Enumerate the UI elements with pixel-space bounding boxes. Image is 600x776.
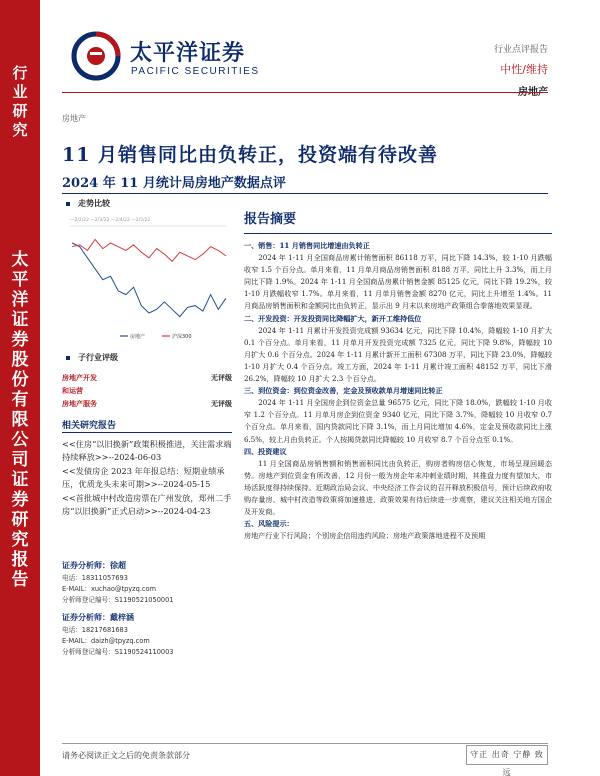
- analyst-email[interactable]: E-MAIL：xuchao@tpyzq.com: [62, 585, 157, 593]
- brand-name-cn: 太平洋证券: [130, 41, 246, 66]
- section-text-sales: 2024 年 1-11 月全国商品房累计销售面积 86118 万平，同比下降 14.3%，较 1-10 月跌幅收窄 1.5 个百分点。单月来看，11 月单月商品房销售面积 8188 万平，同比上升 3.3%，而上月同比下降 1.9%。2024 年 1-11 月全国商品房累计销售金额 85125 亿元，同比下降 19.2%，较 1-10 月跌幅收窄 1.7%。单月来看，11 月单月销售金额 8270 亿元，同比上升增至 1.4%。11 月商品房销售面积和金额同比由负转正，显示出 9 月末以来房地产政策组合拳落地效果显现。: [244, 253, 552, 311]
- section-heading-investment: 二、开发投资：开发投资同比降幅扩大，新开工维持低位: [244, 313, 422, 323]
- section-heading-funding: 三、到位资金：到位资金改善，定金及预收款单月增速同比转正: [244, 386, 443, 396]
- report-meta: [494, 42, 548, 98]
- legend-item-real-estate: 房地产: [130, 334, 146, 340]
- footer-disclaimer: 请务必阅读正文之后的免责条款部分: [62, 751, 190, 760]
- ratings-heading: [62, 352, 232, 363]
- chart-legend: [120, 333, 192, 340]
- rating-row-value: 无评级: [211, 400, 232, 408]
- report-subtitle: 2024 年 11 月统计局房地产数据点评: [62, 176, 286, 191]
- section-heading-sales: 一、销售：11 月销售同比增速由负转正: [244, 241, 370, 250]
- related-report-link[interactable]: <<首批城中村改造房票在广州发放，郑州二手房“以旧换新”正式启动>>--2024-04-23: [62, 493, 232, 516]
- rating-row: [62, 399, 232, 412]
- left-sidebar: [0, 0, 40, 776]
- rating-row-name: 和运营: [62, 387, 83, 395]
- trend-heading: [62, 198, 232, 209]
- report-title: 11 月销售同比由负转正，投资端有待改善: [62, 144, 439, 166]
- related-research-list: [62, 438, 234, 519]
- summary-divider: [244, 233, 552, 234]
- rating-row: [62, 386, 232, 399]
- rating-row-name: 房地产开发: [62, 374, 97, 382]
- report-summary: [244, 208, 552, 542]
- related-report-link[interactable]: <<发债房企 2023 年年报总结：短期业绩承压，优质龙头未来可期>>--2024-05-15: [62, 466, 225, 489]
- series-line-1: [72, 239, 226, 261]
- analyst-cert: 分析师登记编号：S1190524110003: [62, 648, 174, 656]
- footer-divider: [62, 743, 548, 744]
- rating-row-value: 无评级: [211, 374, 232, 382]
- industry-name: [494, 83, 548, 98]
- analyst-card: [62, 560, 234, 606]
- title-divider: [62, 193, 548, 194]
- trend-heading-text: 走势比较: [78, 199, 110, 208]
- analyst-name: 证券分析师：徐超: [62, 561, 126, 570]
- section-heading-advice: 四、投资建议: [244, 446, 287, 456]
- chart-top-ticks: —2/2/22 —2/3/22 —2/4/22 —2/5/22: [70, 218, 151, 223]
- bullet-square-icon: [66, 356, 70, 360]
- rating-row: [62, 373, 232, 386]
- analyst-phone: 电话：18217681683: [62, 626, 128, 634]
- bullet-square-icon: [66, 202, 70, 206]
- report-type: 行业点评报告: [493, 45, 548, 55]
- trend-chart-svg: [62, 212, 232, 344]
- industry-rating: 中性/维持: [500, 63, 548, 76]
- footer-motto: 守正 出奇 宁静 致远: [466, 745, 548, 765]
- trend-chart: [62, 212, 232, 344]
- related-divider: [62, 432, 232, 433]
- sidebar-bottom-label: 太 平 洋 证 券 股 份 有 限 公 司 证 券 研 究 报 告: [11, 250, 29, 590]
- section-text-risk: 房地产行业下行风险；个别房企信用违约风险；房地产政策落地进程不及预期: [244, 531, 486, 541]
- analyst-name: 证券分析师：戴梓涵: [62, 613, 134, 622]
- rating-row-name: 房地产服务: [62, 400, 97, 408]
- header-divider: [62, 92, 548, 93]
- analyst-info: [62, 560, 234, 664]
- ratings-table: [62, 373, 232, 412]
- report-category: 房地产: [62, 114, 86, 123]
- section-text-advice: 11 月全国商品房销售额和销售面积同比由负转正，购房者购房信心恢复，市场呈现回暖态势。房地产到位资金有所改善，12 月份一般为房企年末冲刺业绩时期，其推盘力度有望加大，市场活跃度得持续保持。近期政治局会议、中央经济工作会议的召开释放积极信号，预计后续政府收购存量房、城中村改造等政策将加速推进，政策效果有待后续进一步观察，建议关注相关地方国企及开发商。: [244, 458, 552, 517]
- analyst-phone: 电话：18311057693: [62, 574, 128, 582]
- analyst-cert: 分析师登记编号：S1190521050001: [62, 596, 174, 604]
- ratings-heading-text: 子行业评级: [78, 353, 118, 362]
- brand-name-en: PACIFIC SECURITIES: [131, 66, 260, 77]
- related-report-link[interactable]: <<住房“以旧换新”政策积极推进，关注需求端持续释放>>--2024-06-03: [62, 439, 232, 462]
- section-text-investment: 2024 年 1-11 月累计开发投资完成额 93634 亿元，同比下降 10.4%，降幅较 1-10 月扩大 0.1 个百分点。单月来看，11 月单月开发投资完成额 7325 亿元，同比下降 9.8%，降幅较 10 月扩大 0.6 个百分点。2024 年 1-11 月累计新开工面积 67308 万平，同比下降 23.0%，降幅较 1-10 月扩大 0.4 个百分点。竣工方面，2024 年 1-11 月累计竣工面积 48152 万平，同比下滑 26.2%，降幅较 10 月扩大 2.3 个百分点。: [244, 325, 552, 384]
- pacific-logo-icon: [70, 30, 122, 82]
- legend-item-csi300: 沪深300: [172, 334, 192, 340]
- section-text-funding: 2024 年 1-11 月全国房企到位资金总量 96575 亿元，同比下降 18.0%，跌幅较 1-10 月收窄 1.2 个百分点。11 月单月房企到位资金 9340 亿元，同比下降 3.7%，降幅较 10 月收窄 0.7 个百分点。单月来看，国内贷款同比下降 3.1%，而上月同比增加 4.6%，定金及预收款同比上涨 6.5%，较上月由负转正。个人按揭贷款同比降幅较 10 月收窄 8.7 个百分点至 0.1%。: [244, 398, 552, 444]
- sidebar-top-label: 行 业 研 究: [12, 64, 28, 139]
- analyst-card: [62, 612, 234, 658]
- section-heading-risk: 五、风险提示：: [244, 519, 294, 529]
- related-research-heading: 相关研究报告: [62, 421, 117, 431]
- summary-body: [244, 240, 552, 542]
- analyst-email[interactable]: E-MAIL：daizh@tpyzq.com: [62, 637, 150, 645]
- summary-title: 报告摘要: [244, 212, 297, 227]
